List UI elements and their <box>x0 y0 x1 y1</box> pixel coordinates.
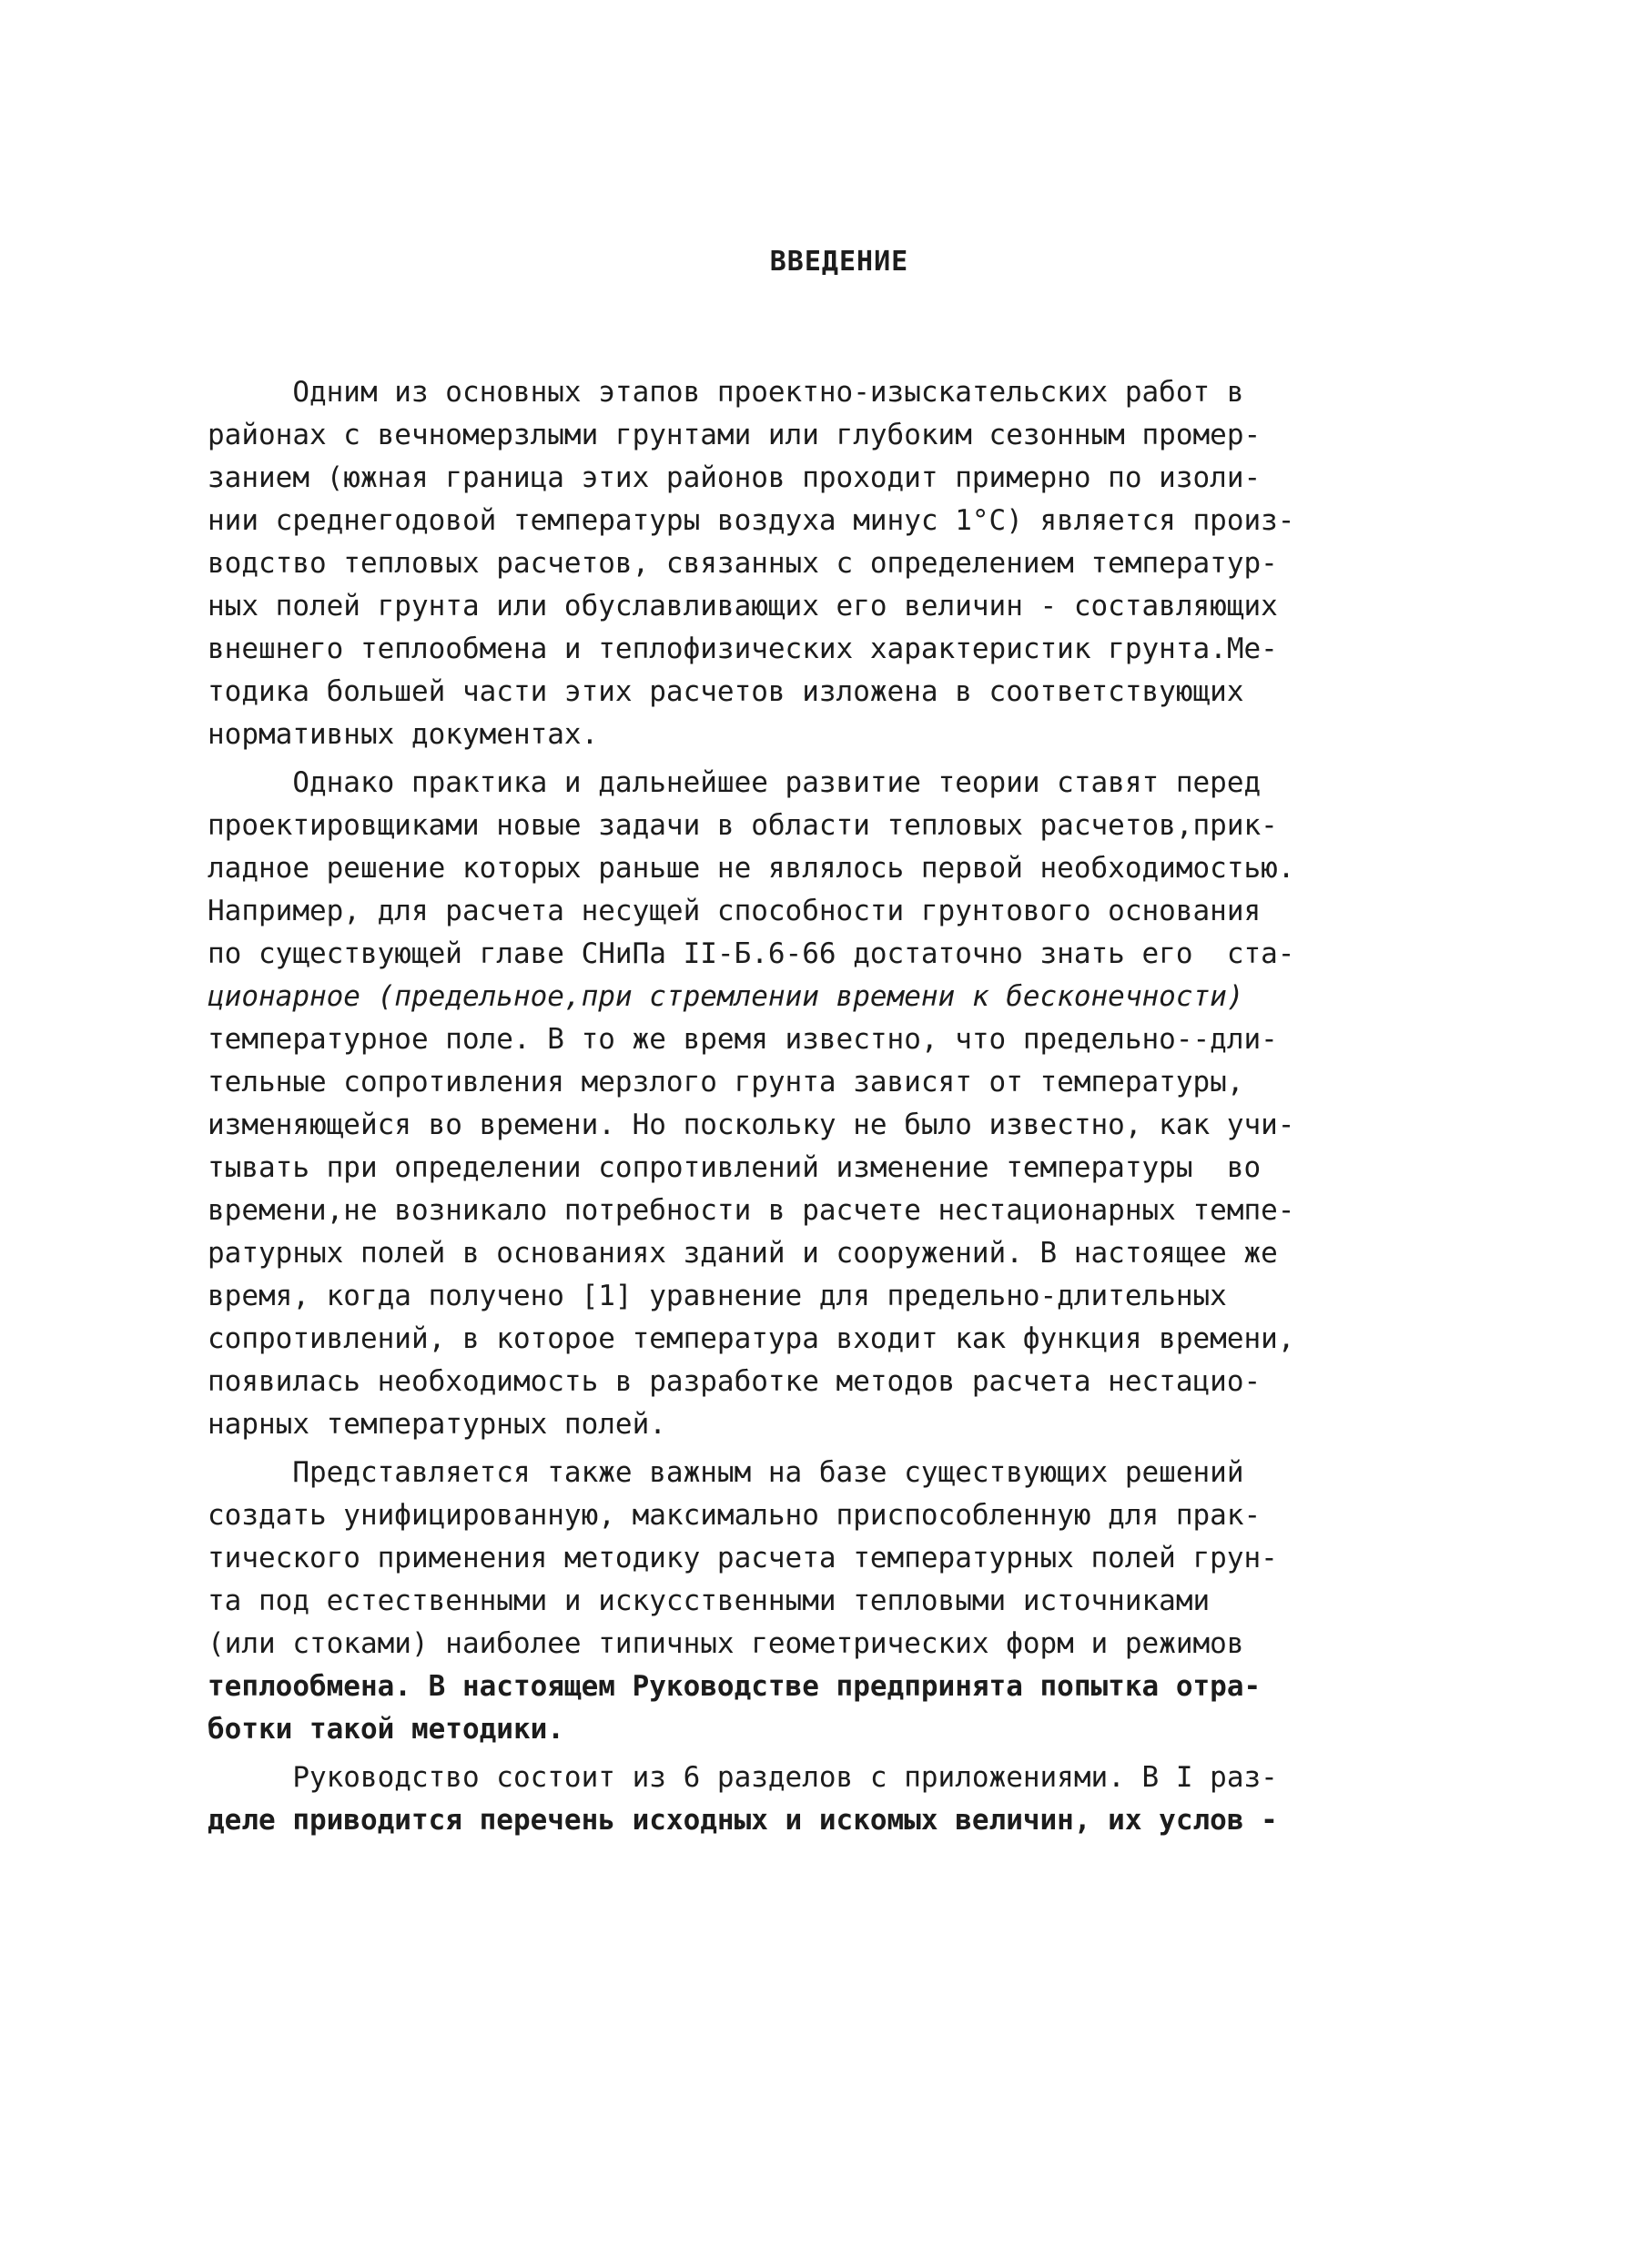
text-line: внешнего теплообмена и теплофизических характеристик грунта.Ме- <box>208 633 1278 665</box>
text-line: нии среднегодовой температуры воздуха минус 1°С) является произ- <box>208 504 1295 537</box>
body-text <box>208 371 1318 1842</box>
text-line: ных полей грунта или обуславливающих его величин - составляющих <box>208 590 1278 623</box>
text-line: появилась необходимость в разработке методов расчета нестацио- <box>208 1365 1262 1398</box>
text-line: ладное решение которых раньше не являлось первой необходимостью. <box>208 852 1295 885</box>
text-line: сопротивлений, в которое температура входит как функция времени, <box>208 1322 1295 1355</box>
text-line: тывать при определении сопротивлений изменение температуры во <box>208 1151 1262 1184</box>
text-line: проектировщиками новые задачи в области тепловых расчетов,прик- <box>208 809 1278 842</box>
text-line: создать унифицированную, максимально приспособленную для прак- <box>208 1499 1262 1532</box>
text-line: Руководство состоит из 6 разделов с приложениями. В I раз- <box>208 1761 1278 1794</box>
text-line: Представляется также важным на базе существующих решений <box>208 1456 1244 1489</box>
text-line: (или стоками) наиболее типичных геометрических форм и режимов <box>208 1627 1244 1660</box>
text-line: Одним из основных этапов проектно-изыскательских работ в <box>208 376 1244 409</box>
text-line: теплообмена. В настоящем Руководстве предпринята попытка отра- <box>208 1670 1262 1703</box>
paragraph-1 <box>208 371 1318 756</box>
text-line: нарных температурных полей. <box>208 1408 666 1441</box>
text-line: изменяющейся во времени. Но поскольку не было известно, как учи- <box>208 1109 1295 1141</box>
text-line: тического применения методику расчета температурных полей грун- <box>208 1542 1278 1574</box>
text-line: ратурных полей в основаниях зданий и сооружений. В настоящее же <box>208 1237 1278 1270</box>
text-line: по существующей главе СНиПа II-Б.6-66 достаточно знать его ста- <box>208 937 1295 970</box>
text-line: тодика большей части этих расчетов изложена в соответствующих <box>208 675 1244 708</box>
text-line: занием (южная граница этих районов проходит примерно по изоли- <box>208 461 1262 494</box>
text-line: Например, для расчета несущей способности грунтового основания <box>208 895 1262 927</box>
text-line: Однако практика и дальнейшее развитие теории ставят перед <box>208 766 1262 799</box>
paragraph-2 <box>208 762 1318 1446</box>
text-line: температурное поле. В то же время известно, что предельно--дли- <box>208 1023 1278 1056</box>
paragraph-3 <box>208 1452 1318 1751</box>
page-title: ВВЕДЕНИЕ <box>769 246 909 278</box>
text-line: ботки такой методики. <box>208 1713 564 1746</box>
text-line: время, когда получено [1] уравнение для предельно-длительных <box>208 1280 1227 1312</box>
text-line: водство тепловых расчетов, связанных с определением температур- <box>208 547 1278 580</box>
text-line: времени,не возникало потребности в расчете нестационарных темпе- <box>208 1194 1295 1227</box>
text-line: тельные сопротивления мерзлого грунта зависят от температуры, <box>208 1066 1244 1099</box>
paragraph-4 <box>208 1757 1318 1842</box>
text-line: ционарное (предельное,при стремлении времени к бесконечности) <box>208 980 1244 1013</box>
text-line: районах с вечномерзлыми грунтами или глубоким сезонным промер- <box>208 419 1262 451</box>
text-line: нормативных документах. <box>208 718 599 751</box>
text-line: деле приводится перечень исходных и искомых величин, их услов - <box>208 1804 1278 1837</box>
text-line: та под естественными и искусственными тепловыми источниками <box>208 1585 1211 1617</box>
